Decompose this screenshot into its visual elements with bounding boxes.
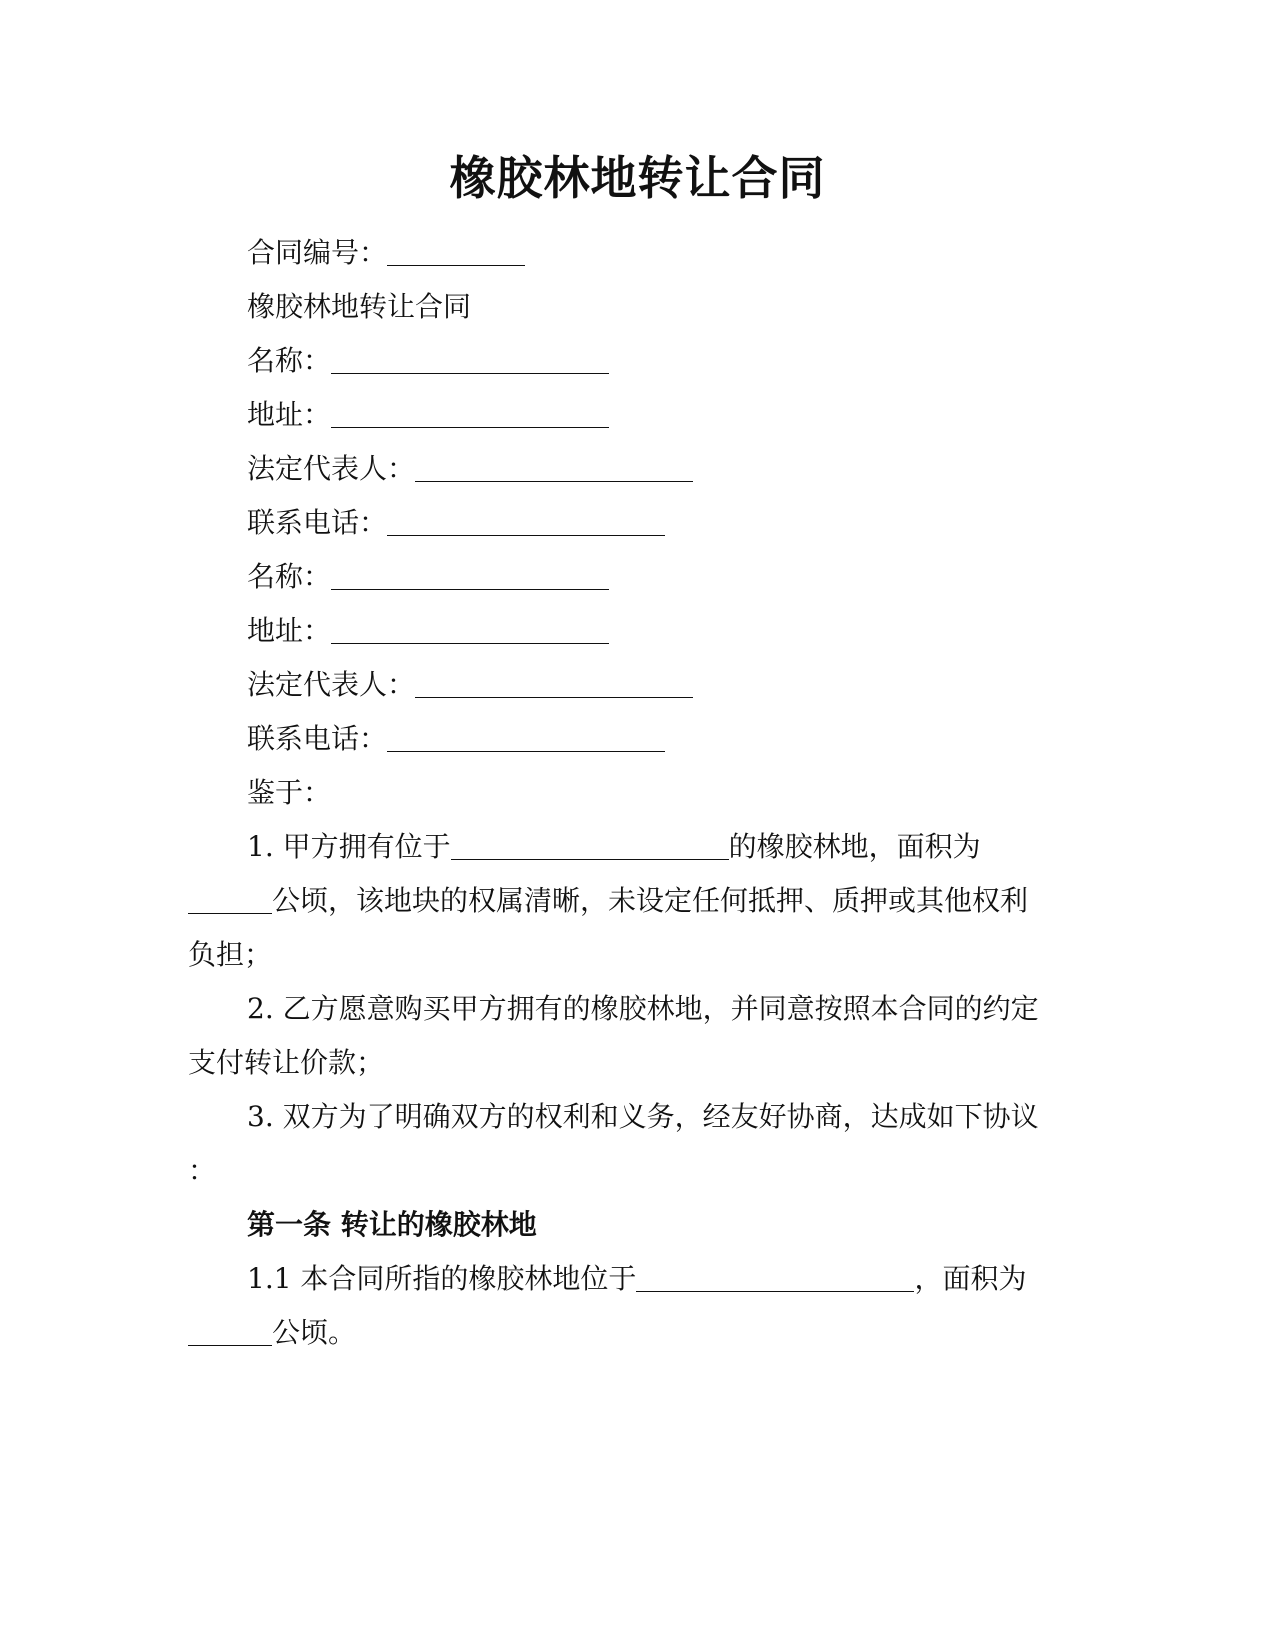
party-b-rep-blank[interactable] — [415, 667, 693, 698]
clause-1-1-line2-text: 公顷。 — [272, 1316, 357, 1349]
contract-number-line — [247, 233, 525, 273]
recital-1-location-blank[interactable] — [451, 829, 729, 860]
party-b-rep-label: 法定代表人： — [247, 668, 416, 701]
recital-3-line1: 3. 双方为了明确双方的权利和义务，经友好协商，达成如下协议 — [247, 1100, 1039, 1133]
contract-number-blank[interactable] — [387, 235, 525, 266]
recital-2-line1: 2. 乙方愿意购买甲方拥有的橡胶林地，并同意按照本合同的约定 — [247, 992, 1039, 1025]
party-a-address-blank[interactable] — [331, 397, 609, 428]
recital-2-line2: 支付转让价款； — [188, 1046, 385, 1079]
clause-1-1-location-blank[interactable] — [636, 1261, 914, 1292]
clause-1-1-line2 — [188, 1313, 356, 1353]
party-a-address-label: 地址： — [247, 398, 332, 431]
party-b-name-line — [247, 557, 609, 597]
party-b-address-blank[interactable] — [331, 613, 609, 644]
contract-subtitle: 橡胶林地转让合同 — [247, 290, 472, 323]
clause-1-1-mid: ，面积为 — [914, 1262, 1027, 1295]
party-a-name-blank[interactable] — [331, 343, 609, 374]
recital-1-area-blank[interactable] — [188, 883, 272, 914]
party-b-rep-line — [247, 665, 693, 705]
party-b-phone-line — [247, 719, 665, 759]
party-a-phone-line — [247, 503, 665, 543]
recital-1-line1 — [247, 827, 981, 867]
document-title: 橡胶林地转让合同 — [449, 151, 826, 205]
party-b-address-line — [247, 611, 609, 651]
party-a-address-line — [247, 395, 609, 435]
party-a-rep-line — [247, 449, 693, 489]
article-1-heading: 第一条 转让的橡胶林地 — [247, 1208, 537, 1241]
clause-1-1-prefix: 1.1 本合同所指的橡胶林地位于 — [247, 1262, 637, 1295]
contract-number-label: 合同编号： — [247, 236, 388, 269]
party-a-name-line — [247, 341, 609, 381]
party-a-phone-label: 联系电话： — [247, 506, 388, 539]
clause-1-1-line1 — [247, 1259, 1026, 1299]
recitals-heading: 鉴于： — [247, 776, 332, 809]
party-a-rep-label: 法定代表人： — [247, 452, 416, 485]
party-b-phone-blank[interactable] — [387, 721, 665, 752]
party-b-name-blank[interactable] — [331, 559, 609, 590]
recital-1-line2 — [188, 881, 1028, 921]
party-b-name-label: 名称： — [247, 560, 332, 593]
party-a-rep-blank[interactable] — [415, 451, 693, 482]
party-a-phone-blank[interactable] — [387, 505, 665, 536]
party-b-phone-label: 联系电话： — [247, 722, 388, 755]
recital-1-line2-text: 公顷，该地块的权属清晰，未设定任何抵押、质押或其他权利 — [272, 884, 1029, 917]
recital-1-prefix: 1. 甲方拥有位于 — [247, 830, 451, 863]
clause-1-1-area-blank[interactable] — [188, 1315, 272, 1346]
recital-1-line3: 负担； — [188, 938, 273, 971]
party-a-name-label: 名称： — [247, 344, 332, 377]
recital-3-line2: ： — [188, 1154, 217, 1187]
recital-1-mid: 的橡胶林地，面积为 — [728, 830, 981, 863]
party-b-address-label: 地址： — [247, 614, 332, 647]
